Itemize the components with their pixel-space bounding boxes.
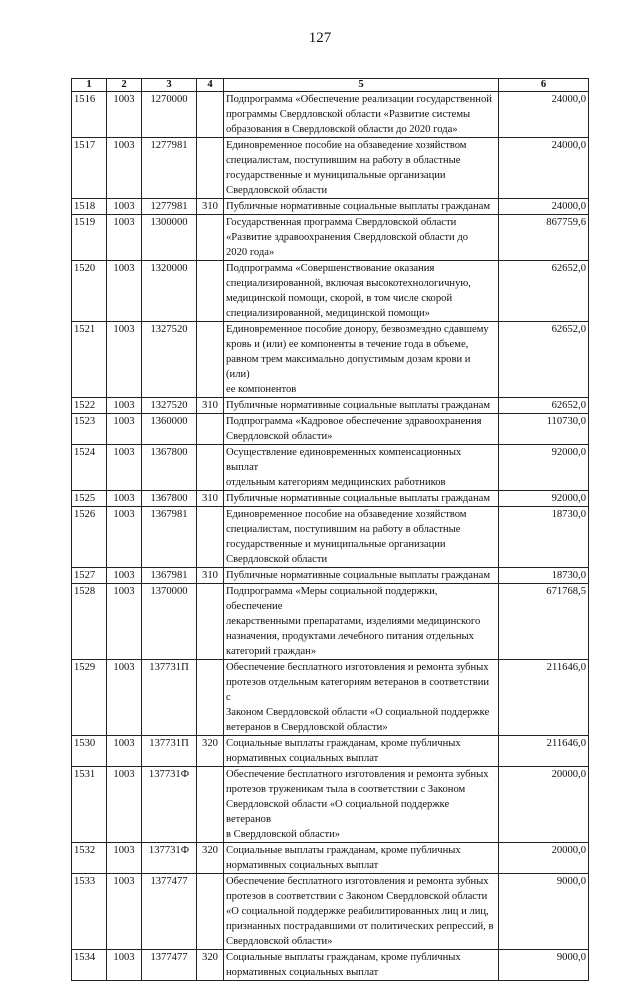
item-name-cell: Единовременное пособие на обзаведение хозяйством специалистам, поступившим на работу в областные государственные и муниципальные организации Свердловской области xyxy=(224,507,499,568)
target-code-cell: 1370000 xyxy=(142,584,197,660)
table-row xyxy=(72,199,589,215)
expense-type-cell xyxy=(197,215,224,261)
amount-cell: 9000,0 xyxy=(499,950,589,981)
section-code-cell: 1003 xyxy=(107,445,142,491)
column-header: 6 xyxy=(499,79,589,92)
expense-type-cell xyxy=(197,874,224,950)
expense-type-cell: 310 xyxy=(197,199,224,215)
item-name-cell: Публичные нормативные социальные выплаты гражданам xyxy=(224,199,499,215)
amount-cell: 24000,0 xyxy=(499,92,589,138)
row-number-cell: 1529 xyxy=(72,660,107,736)
target-code-cell: 1377477 xyxy=(142,874,197,950)
amount-cell: 18730,0 xyxy=(499,507,589,568)
table-row xyxy=(72,950,589,981)
target-code-cell: 137731Ф xyxy=(142,767,197,843)
section-code-cell: 1003 xyxy=(107,584,142,660)
target-code-cell: 1277981 xyxy=(142,138,197,199)
table-body xyxy=(72,92,589,981)
column-header: 5 xyxy=(224,79,499,92)
target-code-cell: 1367800 xyxy=(142,491,197,507)
expense-type-cell: 310 xyxy=(197,568,224,584)
target-code-cell: 1270000 xyxy=(142,92,197,138)
row-number-cell: 1532 xyxy=(72,843,107,874)
item-name-cell: Обеспечение бесплатного изготовления и ремонта зубных протезов труженикам тыла в соответствии с Законом Свердловской области «О социальной поддержке ветеранов в Свердловской области» xyxy=(224,767,499,843)
table-row xyxy=(72,507,589,568)
expense-type-cell: 320 xyxy=(197,736,224,767)
item-name-cell: Государственная программа Свердловской области «Развитие здравоохранения Свердловской области до 2020 года» xyxy=(224,215,499,261)
target-code-cell: 1327520 xyxy=(142,322,197,398)
amount-cell: 20000,0 xyxy=(499,767,589,843)
target-code-cell: 1360000 xyxy=(142,414,197,445)
row-number-cell: 1521 xyxy=(72,322,107,398)
row-number-cell: 1530 xyxy=(72,736,107,767)
row-number-cell: 1533 xyxy=(72,874,107,950)
target-code-cell: 1367981 xyxy=(142,568,197,584)
item-name-cell: Осуществление единовременных компенсационных выплат отдельным категориям медицинских работников xyxy=(224,445,499,491)
expense-type-cell xyxy=(197,261,224,322)
section-code-cell: 1003 xyxy=(107,322,142,398)
table-header-row xyxy=(72,79,589,92)
section-code-cell: 1003 xyxy=(107,491,142,507)
expense-type-cell xyxy=(197,92,224,138)
amount-cell: 62652,0 xyxy=(499,322,589,398)
section-code-cell: 1003 xyxy=(107,261,142,322)
expense-type-cell: 320 xyxy=(197,843,224,874)
row-number-cell: 1525 xyxy=(72,491,107,507)
item-name-cell: Подпрограмма «Обеспечение реализации государственной программы Свердловской области «Развитие системы образования в Свердловской области до 2020 года» xyxy=(224,92,499,138)
row-number-cell: 1519 xyxy=(72,215,107,261)
target-code-cell: 1277981 xyxy=(142,199,197,215)
item-name-cell: Публичные нормативные социальные выплаты гражданам xyxy=(224,491,499,507)
expense-type-cell xyxy=(197,507,224,568)
target-code-cell: 1327520 xyxy=(142,398,197,414)
item-name-cell: Единовременное пособие на обзаведение хозяйством специалистам, поступившим на работу в областные государственные и муниципальные организации Свердловской области xyxy=(224,138,499,199)
expense-type-cell: 310 xyxy=(197,398,224,414)
table-row xyxy=(72,568,589,584)
table-row xyxy=(72,215,589,261)
amount-cell: 92000,0 xyxy=(499,445,589,491)
section-code-cell: 1003 xyxy=(107,414,142,445)
table-row xyxy=(72,445,589,491)
expense-type-cell: 320 xyxy=(197,950,224,981)
item-name-cell: Единовременное пособие донору, безвозмездно сдавшему кровь и (или) ее компоненты в течение года в объеме, равном трем максимально допустимым дозам крови и (или) ее компонентов xyxy=(224,322,499,398)
table-row xyxy=(72,414,589,445)
row-number-cell: 1522 xyxy=(72,398,107,414)
row-number-cell: 1524 xyxy=(72,445,107,491)
section-code-cell: 1003 xyxy=(107,138,142,199)
item-name-cell: Обеспечение бесплатного изготовления и ремонта зубных протезов отдельным категориям ветеранов в соответствии с Законом Свердловской области «О социальной поддержке ветеранов в Свердловской области» xyxy=(224,660,499,736)
row-number-cell: 1516 xyxy=(72,92,107,138)
amount-cell: 671768,5 xyxy=(499,584,589,660)
item-name-cell: Подпрограмма «Меры социальной поддержки, обеспечение лекарственными препаратами, изделиями медицинского назначения, продуктами лечебного питания отдельных категорий граждан» xyxy=(224,584,499,660)
expense-type-cell xyxy=(197,584,224,660)
table-row xyxy=(72,736,589,767)
amount-cell: 62652,0 xyxy=(499,261,589,322)
item-name-cell: Подпрограмма «Кадровое обеспечение здравоохранения Свердловской области» xyxy=(224,414,499,445)
column-header: 2 xyxy=(107,79,142,92)
amount-cell: 18730,0 xyxy=(499,568,589,584)
target-code-cell: 1320000 xyxy=(142,261,197,322)
expense-type-cell xyxy=(197,767,224,843)
section-code-cell: 1003 xyxy=(107,199,142,215)
target-code-cell: 137731П xyxy=(142,736,197,767)
table-row xyxy=(72,491,589,507)
row-number-cell: 1527 xyxy=(72,568,107,584)
expense-type-cell xyxy=(197,322,224,398)
table-row xyxy=(72,398,589,414)
section-code-cell: 1003 xyxy=(107,398,142,414)
column-header: 4 xyxy=(197,79,224,92)
column-header: 1 xyxy=(72,79,107,92)
row-number-cell: 1520 xyxy=(72,261,107,322)
page-number: 127 xyxy=(308,30,332,46)
amount-cell: 211646,0 xyxy=(499,660,589,736)
row-number-cell: 1518 xyxy=(72,199,107,215)
expense-type-cell: 310 xyxy=(197,491,224,507)
target-code-cell: 1367981 xyxy=(142,507,197,568)
item-name-cell: Социальные выплаты гражданам, кроме публичных нормативных социальных выплат xyxy=(224,950,499,981)
expense-type-cell xyxy=(197,414,224,445)
amount-cell: 24000,0 xyxy=(499,199,589,215)
expense-type-cell xyxy=(197,445,224,491)
amount-cell: 211646,0 xyxy=(499,736,589,767)
row-number-cell: 1528 xyxy=(72,584,107,660)
section-code-cell: 1003 xyxy=(107,215,142,261)
section-code-cell: 1003 xyxy=(107,568,142,584)
section-code-cell: 1003 xyxy=(107,950,142,981)
table-row xyxy=(72,660,589,736)
row-number-cell: 1523 xyxy=(72,414,107,445)
expense-type-cell xyxy=(197,660,224,736)
item-name-cell: Публичные нормативные социальные выплаты гражданам xyxy=(224,398,499,414)
amount-cell: 24000,0 xyxy=(499,138,589,199)
amount-cell: 9000,0 xyxy=(499,874,589,950)
target-code-cell: 1367800 xyxy=(142,445,197,491)
row-number-cell: 1534 xyxy=(72,950,107,981)
table-row xyxy=(72,843,589,874)
row-number-cell: 1517 xyxy=(72,138,107,199)
table-row xyxy=(72,874,589,950)
target-code-cell: 137731Ф xyxy=(142,843,197,874)
item-name-cell: Социальные выплаты гражданам, кроме публичных нормативных социальных выплат xyxy=(224,843,499,874)
row-number-cell: 1531 xyxy=(72,767,107,843)
amount-cell: 62652,0 xyxy=(499,398,589,414)
item-name-cell: Обеспечение бесплатного изготовления и ремонта зубных протезов в соответствии с Законом Свердловской области «О социальной поддержке реабилитированных лиц и лиц, признанных пострадавшими от политических репрессий, в Свердловской области» xyxy=(224,874,499,950)
amount-cell: 92000,0 xyxy=(499,491,589,507)
amount-cell: 20000,0 xyxy=(499,843,589,874)
section-code-cell: 1003 xyxy=(107,507,142,568)
target-code-cell: 1300000 xyxy=(142,215,197,261)
item-name-cell: Подпрограмма «Совершенствование оказания специализированной, включая высокотехнологичную, медицинской помощи, скорой, в том числе скорой специализированной, медицинской помощи» xyxy=(224,261,499,322)
item-name-cell: Социальные выплаты гражданам, кроме публичных нормативных социальных выплат xyxy=(224,736,499,767)
column-header: 3 xyxy=(142,79,197,92)
section-code-cell: 1003 xyxy=(107,92,142,138)
section-code-cell: 1003 xyxy=(107,736,142,767)
table-row xyxy=(72,92,589,138)
section-code-cell: 1003 xyxy=(107,767,142,843)
table-row xyxy=(72,322,589,398)
table-row xyxy=(72,138,589,199)
table-row xyxy=(72,584,589,660)
table-row xyxy=(72,261,589,322)
section-code-cell: 1003 xyxy=(107,843,142,874)
target-code-cell: 137731П xyxy=(142,660,197,736)
amount-cell: 867759,6 xyxy=(499,215,589,261)
section-code-cell: 1003 xyxy=(107,874,142,950)
amount-cell: 110730,0 xyxy=(499,414,589,445)
expense-type-cell xyxy=(197,138,224,199)
row-number-cell: 1526 xyxy=(72,507,107,568)
table-row xyxy=(72,767,589,843)
budget-table xyxy=(71,78,589,981)
item-name-cell: Публичные нормативные социальные выплаты гражданам xyxy=(224,568,499,584)
section-code-cell: 1003 xyxy=(107,660,142,736)
target-code-cell: 1377477 xyxy=(142,950,197,981)
